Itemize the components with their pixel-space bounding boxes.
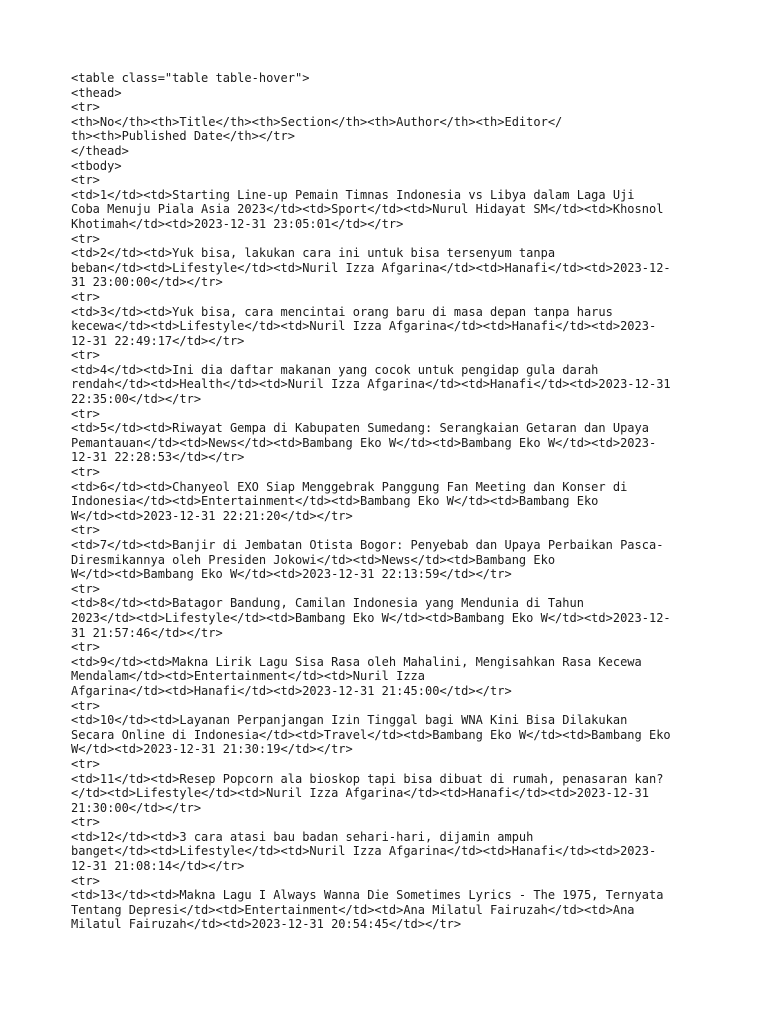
code-line: <td>5</td><td>Riwayat Gempa di Kabupaten Sumedang: Serangkaian Getaran dan Upaya	[71, 421, 649, 436]
code-line: W</td><td>2023-12-31 22:21:20</td></tr>	[71, 508, 353, 523]
code-line: <tr>	[71, 348, 100, 363]
code-line: 12-31 22:49:17</td></tr>	[71, 333, 245, 348]
code-line: W</td><td>Bambang Eko W</td><td>2023-12-31 22:13:59</td></tr>	[71, 567, 512, 582]
code-line: <td>13</td><td>Makna Lagu I Always Wanna Die Sometimes Lyrics - The 1975, Ternyata	[71, 888, 664, 903]
code-line: 31 21:57:46</td></tr>	[71, 625, 223, 640]
code-line: <tr>	[71, 289, 100, 304]
code-line: <tr>	[71, 100, 100, 115]
code-line: <td>8</td><td>Batagor Bandung, Camilan Indonesia yang Mendunia di Tahun	[71, 596, 584, 611]
code-line: <tr>	[71, 173, 100, 188]
code-line: Afgarina</td><td>Hanafi</td><td>2023-12-31 21:45:00</td></tr>	[71, 683, 512, 698]
code-line: <td>6</td><td>Chanyeol EXO Siap Menggebrak Panggung Fan Meeting dan Konser di	[71, 479, 628, 494]
code-line: <tr>	[71, 698, 100, 713]
code-line: banget</td><td>Lifestyle</td><td>Nuril Izza Afgarina</td><td>Hanafi</td><td>2023-	[71, 844, 657, 859]
code-line: <td>9</td><td>Makna Lirik Lagu Sisa Rasa oleh Mahalini, Mengisahkan Rasa Kecewa	[71, 654, 642, 669]
code-line: <td>7</td><td>Banjir di Jembatan Otista Bogor: Penyebab dan Upaya Perbaikan Pasca-	[71, 538, 664, 552]
code-line: <tr>	[71, 640, 100, 655]
code-line: W</td><td>2023-12-31 21:30:19</td></tr>	[71, 742, 353, 757]
code-line: <td>10</td><td>Layanan Perpanjangan Izin Tinggal bagi WNA Kini Bisa Dilakukan	[71, 713, 628, 728]
code-line: <td>2</td><td>Yuk bisa, lakukan cara ini untuk bisa tersenyum tanpa	[71, 246, 556, 261]
document-page	[71, 71, 711, 932]
code-line: Milatul Fairuzah</td><td>2023-12-31 20:54:45</td></tr>	[71, 917, 462, 932]
code-line: <tr>	[71, 465, 100, 480]
code-line: <td>12</td><td>3 cara atasi bau badan sehari-hari, dijamin ampuh	[71, 829, 534, 844]
code-line: Pemantauan</td><td>News</td><td>Bambang Eko W</td><td>Bambang Eko W</td><td>2023-	[71, 435, 657, 450]
code-line: <tbody>	[71, 158, 122, 173]
code-line: <tr>	[71, 581, 100, 596]
code-line: <td>11</td><td>Resep Popcorn ala bioskop tapi bisa dibuat di rumah, penasaran kan?	[71, 771, 664, 786]
code-line: Khotimah</td><td>2023-12-31 23:05:01</td></tr>	[71, 216, 404, 231]
code-line: Coba Menuju Piala Asia 2023</td><td>Sport</td><td>Nurul Hidayat SM</td><td>Khosnol	[71, 202, 664, 217]
code-line: 2023</td><td>Lifestyle</td><td>Bambang Eko W</td><td>Bambang Eko W</td><td>2023-12-	[71, 610, 671, 625]
code-line: 22:35:00</td></tr>	[71, 392, 202, 407]
code-line: <td>4</td><td>Ini dia daftar makanan yang cocok untuk pengidap gula darah	[71, 362, 599, 377]
code-line: <tr>	[71, 815, 100, 830]
code-line: Secara Online di Indonesia</td><td>Travel</td><td>Bambang Eko W</td><td>Bambang Eko	[71, 727, 671, 742]
code-line: <tr>	[71, 406, 100, 421]
code-line: Mendalam</td><td>Entertainment</td><td>Nuril Izza	[71, 669, 426, 684]
code-line: <td>1</td><td>Starting Line-up Pemain Timnas Indonesia vs Libya dalam Laga Uji	[71, 187, 635, 202]
code-line: 31 23:00:00</td></tr>	[71, 275, 223, 290]
code-line: <td>3</td><td>Yuk bisa, cara mencintai orang baru di masa depan tanpa harus	[71, 304, 613, 319]
code-line: beban</td><td>Lifestyle</td><td>Nuril Izza Afgarina</td><td>Hanafi</td><td>2023-12-	[71, 260, 671, 275]
code-block	[71, 71, 711, 932]
code-line: Indonesia</td><td>Entertainment</td><td>Bambang Eko W</td><td>Bambang Eko	[71, 494, 599, 509]
code-line: kecewa</td><td>Lifestyle</td><td>Nuril Izza Afgarina</td><td>Hanafi</td><td>2023-	[71, 319, 657, 334]
code-line: <th>No</th><th>Title</th><th>Section</th><th>Author</th><th>Editor</	[71, 114, 563, 129]
code-line: <thead>	[71, 85, 122, 100]
code-line: <table class="table table-hover">	[71, 71, 310, 85]
code-line: rendah</td><td>Health</td><td>Nuril Izza Afgarina</td><td>Hanafi</td><td>2023-12-31	[71, 377, 671, 392]
code-line: <tr>	[71, 756, 100, 771]
code-line: th><th>Published Date</th></tr>	[71, 129, 295, 144]
code-line: 12-31 21:08:14</td></tr>	[71, 859, 245, 874]
code-line: Diresmikannya oleh Presiden Jokowi</td><td>News</td><td>Bambang Eko	[71, 552, 556, 567]
code-line: Tentang Depresi</td><td>Entertainment</td><td>Ana Milatul Fairuzah</td><td>Ana	[71, 902, 635, 917]
code-line: </td><td>Lifestyle</td><td>Nuril Izza Afgarina</td><td>Hanafi</td><td>2023-12-31	[71, 786, 649, 801]
code-line: <tr>	[71, 873, 100, 888]
code-line: 21:30:00</td></tr>	[71, 800, 202, 815]
code-line: </thead>	[71, 143, 129, 158]
code-line: 12-31 22:28:53</td></tr>	[71, 450, 245, 465]
code-line: <tr>	[71, 231, 100, 246]
code-line: <tr>	[71, 523, 100, 538]
